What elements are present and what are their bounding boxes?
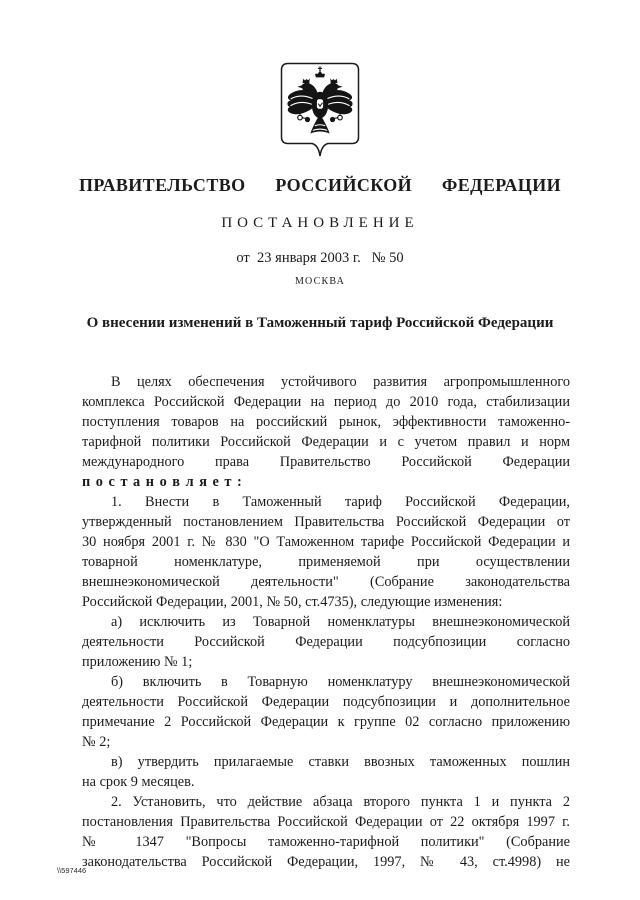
body-line: 30 ноября 2001 г. № 830 "О Таможенном тарифе Российской Федерации и bbox=[82, 534, 570, 550]
body-line: № 2; bbox=[82, 734, 111, 750]
double-headed-eagle-icon bbox=[280, 62, 360, 162]
body-line: в) утвердить прилагаемые ставки ввозных таможенных пошлин bbox=[111, 754, 570, 770]
body-line: б) включить в Товарную номенклатуру внешнеэкономической bbox=[111, 674, 570, 690]
document-type: ПОСТАНОВЛЕНИЕ bbox=[221, 215, 419, 231]
issuing-authority: ПРАВИТЕЛЬСТВО РОССИЙСКОЙ ФЕДЕРАЦИИ bbox=[78, 175, 561, 195]
body-line: товарной номенклатуре, применяемой при осуществлении bbox=[82, 554, 570, 570]
body-line: на срок 9 месяцев. bbox=[82, 774, 195, 790]
city-label: МОСКВА bbox=[294, 276, 346, 287]
body-line: п о с т а н о в л я е т : bbox=[82, 474, 243, 490]
document-body bbox=[82, 372, 570, 872]
body-line: комплекса Российской Федерации на период до 2010 года, стабилизации bbox=[82, 394, 570, 410]
body-line: законодательства Российской Федерации, 1997, № 43, ст.4998) не bbox=[82, 854, 570, 870]
body-line: тарифной политики Российской Федерации и с учетом правил и норм bbox=[82, 434, 570, 450]
body-line: внешнеэкономической деятельности" (Собрание законодательства bbox=[82, 574, 570, 590]
footer-code: \\597446 bbox=[57, 866, 87, 875]
body-line: а) исключить из Товарной номенклатуры внешнеэкономической bbox=[111, 614, 570, 630]
body-line: приложению № 1; bbox=[82, 654, 193, 670]
body-line: утвержденный постановлением Правительства Российской Федерации от bbox=[82, 514, 570, 530]
body-line: деятельности Российской Федерации подсубпозиции и дополнительное bbox=[82, 694, 570, 710]
body-line: № 1347 "Вопросы таможенно-тарифной политики" (Собрание bbox=[82, 834, 570, 850]
coat-of-arms bbox=[0, 62, 640, 162]
body-line: примечание 2 Российской Федерации к группе 02 согласно приложению bbox=[82, 714, 570, 730]
body-line: Российской Федерации, 2001, № 50, ст.4735), следующие изменения: bbox=[82, 594, 503, 610]
date-number-line: от 23 января 2003 г. № 50 bbox=[236, 250, 404, 266]
document-title: О внесении изменений в Таможенный тариф Российской Федерации bbox=[86, 315, 554, 331]
body-line: поступления товаров на российский рынок, эффективности таможенно- bbox=[82, 414, 570, 430]
body-line: постановления Правительства Российской Федерации от 22 октября 1997 г. bbox=[82, 814, 570, 830]
body-line: деятельности Российской Федерации подсубпозиции согласно bbox=[82, 634, 570, 650]
body-line: 2. Установить, что действие абзаца второго пункта 1 и пункта 2 bbox=[111, 794, 570, 810]
body-line: В целях обеспечения устойчивого развития агропромышленного bbox=[111, 374, 570, 390]
body-line: 1. Внести в Таможенный тариф Российской Федерации, bbox=[111, 494, 570, 510]
body-line: международного права Правительство Российской Федерации bbox=[82, 454, 570, 470]
